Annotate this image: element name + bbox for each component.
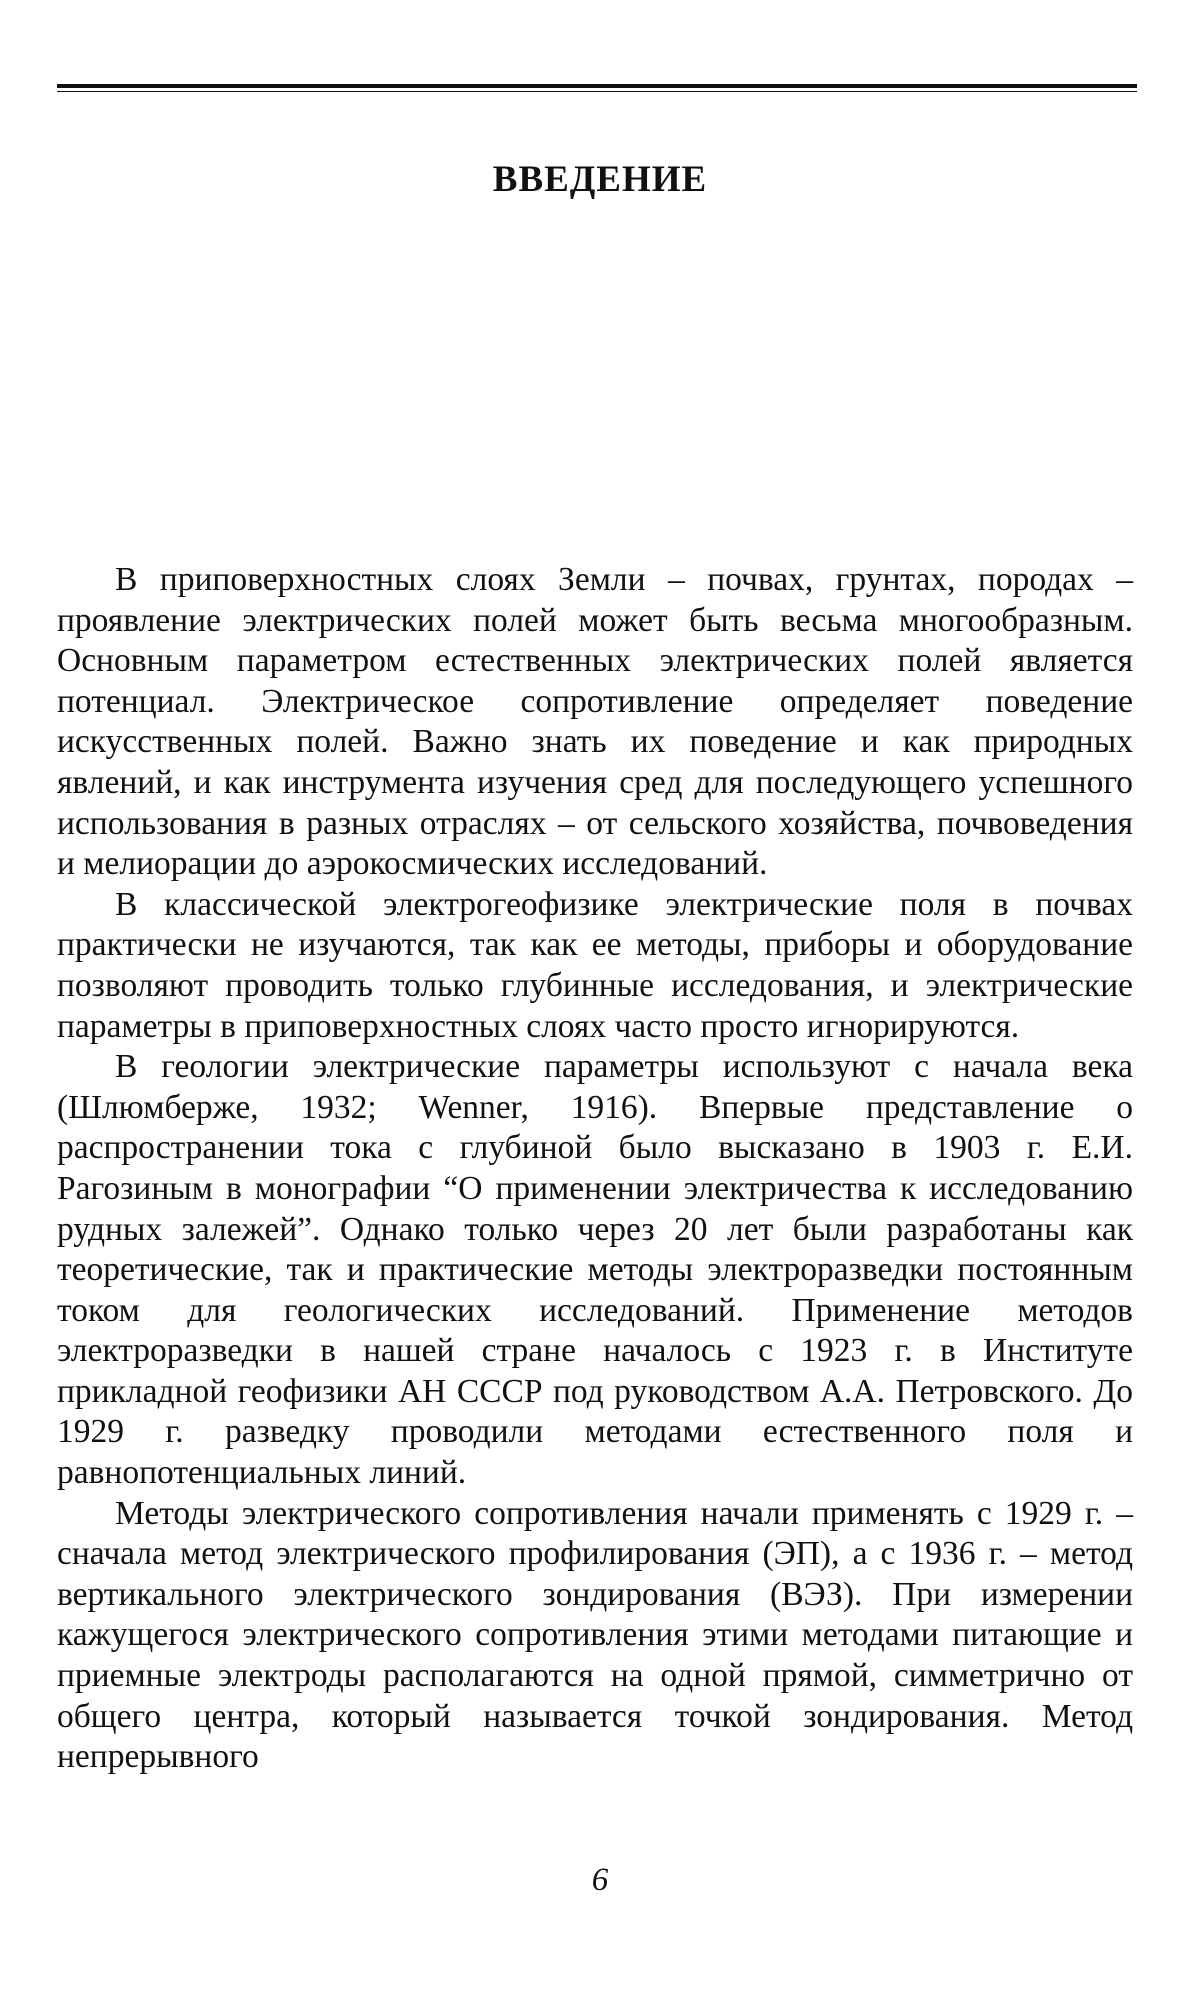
page-number: 6 xyxy=(591,1862,609,1898)
paragraph: В приповерхностных слоях Земли – почвах, грунтах, породах – проявление электрических полей может быть весьма многообразным. Основным параметром естественных электрических полей является потенциал. Электрическое сопротивление определяет поведение искусственных полей. Важно знать их поведение и как природных явлений, и как инструмента изучения сред для последующего успешного использования в разных отраслях – от сельского хозяйства, почвоведения и мелиорации до аэрокосмических исследований. xyxy=(57,561,1133,883)
body-text xyxy=(57,560,1133,1778)
paragraph: В геологии электрические параметры используют с начала века (Шлюмберже, 1932; Wenner, 1916). Впервые представление о распространении тока с глубиной было высказано в 1903 г. Е.И. Рагозиным в монографии “О применении электричества к исследованию рудных залежей”. Однако только через 20 лет были разработаны как теоретические, так и практические методы электроразведки постоянным током для геологических исследований. Применение методов электроразведки в нашей стране началось с 1923 г. в Институте прикладной геофизики АН СССР под руководством А.А. Петровского. До 1929 г. разведку проводили методами естественного поля и равнопотенциальных линий. xyxy=(57,1048,1133,1492)
chapter-title: ВВЕДЕНИЕ xyxy=(492,159,708,200)
header-rule-thin xyxy=(57,91,1137,92)
header-rule xyxy=(57,84,1137,88)
paragraph: В классической электрогеофизике электрические поля в почвах практически не изучаются, так как ее методы, приборы и оборудование позволяют проводить только глубинные исследования, и электрические параметры в приповерхностных слоях часто просто игнорируются. xyxy=(57,885,1133,1045)
paragraph: Методы электрического сопротивления начали применять с 1929 г. – сначала метод электрического профилирования (ЭП), а с 1936 г. – метод вертикального электрического зондирования (ВЭЗ). При измерении кажущегося электрического сопротивления этими методами питающие и приемные электроды располагаются на одной прямой, симметрично от общего центра, который называется точкой зондирования. Метод непрерывного xyxy=(57,1494,1133,1776)
